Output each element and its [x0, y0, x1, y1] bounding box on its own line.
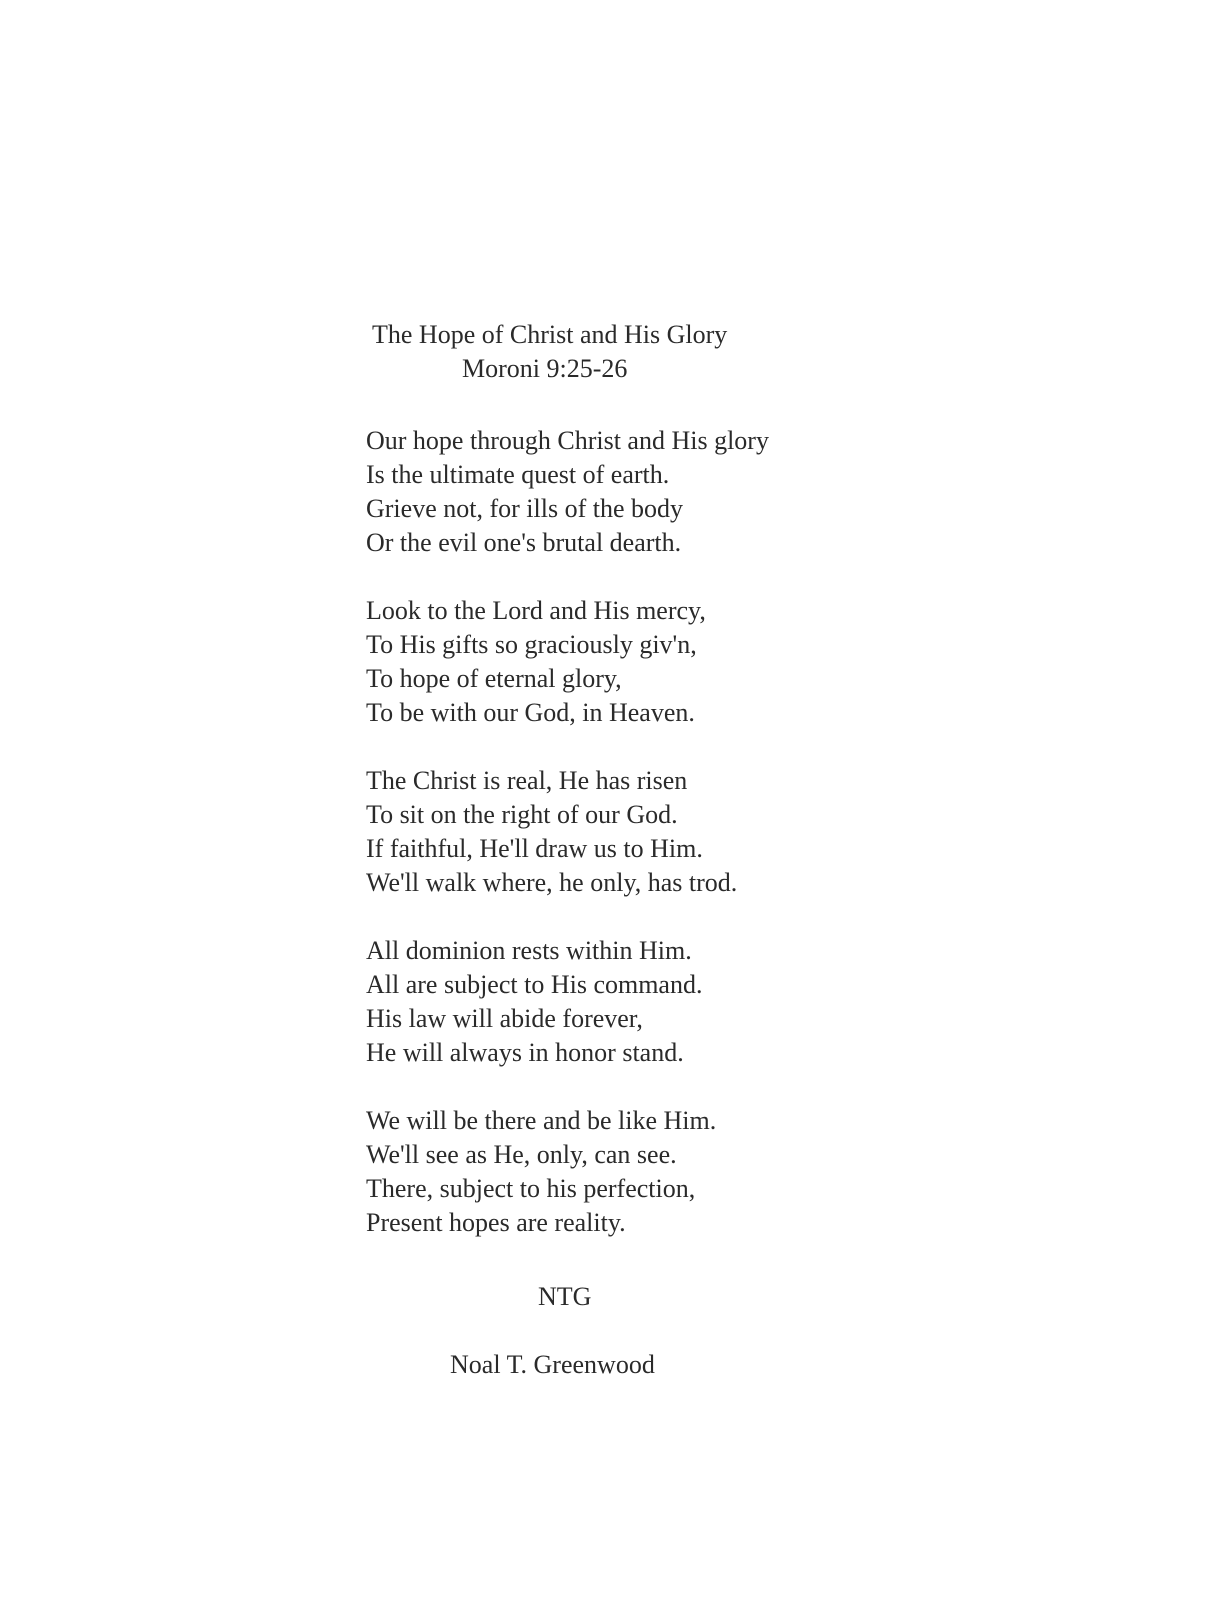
poem-line: All dominion rests within Him.	[366, 936, 692, 965]
poem-line: He will always in honor stand.	[366, 1038, 684, 1067]
poem-line: Look to the Lord and His mercy,	[366, 596, 706, 625]
poem-body	[366, 424, 886, 1274]
poem-line: Or the evil one's brutal dearth.	[366, 528, 682, 557]
poem-line: Grieve not, for ills of the body	[366, 494, 683, 523]
poem-line: We'll see as He, only, can see.	[366, 1140, 677, 1169]
poem-header	[372, 318, 852, 386]
poem-line: Present hopes are reality.	[366, 1208, 626, 1237]
poem-line: To sit on the right of our God.	[366, 800, 678, 829]
poem-line: To His gifts so graciously giv'n,	[366, 630, 697, 659]
poem-line: To hope of eternal glory,	[366, 664, 622, 693]
poem-line: Our hope through Christ and His glory	[366, 426, 769, 455]
poem-line: The Christ is real, He has risen	[366, 766, 688, 795]
poem-line: We will be there and be like Him.	[366, 1106, 717, 1135]
poem-line: To be with our God, in Heaven.	[366, 698, 695, 727]
stanza-4	[366, 934, 886, 1070]
poem-line: His law will abide forever,	[366, 1004, 643, 1033]
stanza-5	[366, 1104, 886, 1240]
poem-line: All are subject to His command.	[366, 970, 703, 999]
author-name: Noal T. Greenwood	[450, 1350, 655, 1379]
stanza-1	[366, 424, 886, 560]
author-initials: NTG	[538, 1282, 592, 1311]
poem-line: Is the ultimate quest of earth.	[366, 460, 670, 489]
poem-line: If faithful, He'll draw us to Him.	[366, 834, 703, 863]
poem-line: We'll walk where, he only, has trod.	[366, 868, 738, 897]
poem-title: The Hope of Christ and His Glory	[372, 320, 728, 349]
poem-line: There, subject to his perfection,	[366, 1174, 696, 1203]
scripture-reference: Moroni 9:25-26	[462, 354, 628, 383]
stanza-3	[366, 764, 886, 900]
stanza-2	[366, 594, 886, 730]
